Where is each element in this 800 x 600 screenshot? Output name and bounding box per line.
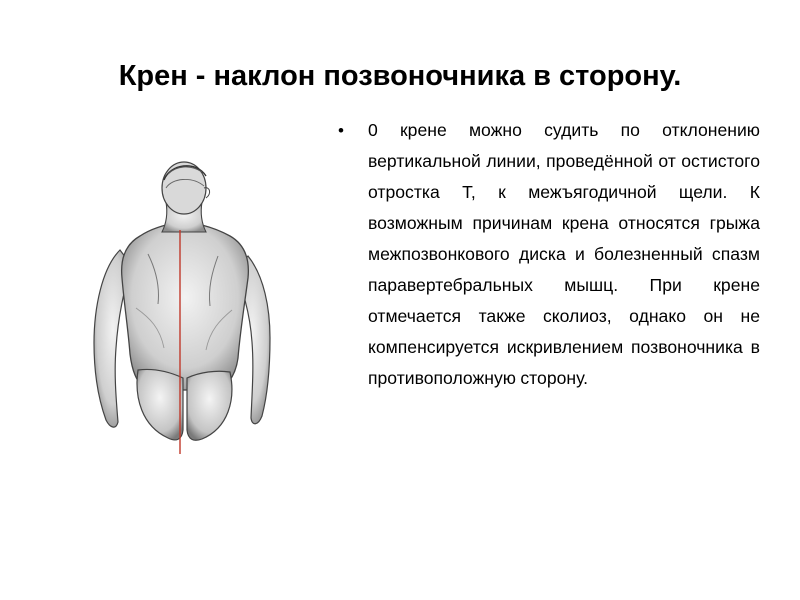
bullet-text: 0 крене можно судить по отклонению вертикальной линии, проведённой от остистого отростка Т, к межъягодичной щели. К возможным причинам крена относятся грыжа межпозвонкового диска и болезненный спазм паравертебральных мышц. При крене отмечается также сколиоз, однако он не компенсируется искривлением позвоночника в противоположную сторону.	[368, 120, 760, 388]
bullet-list	[335, 115, 760, 394]
human-back-figure-icon	[80, 158, 290, 458]
bullet-marker: •	[338, 121, 344, 140]
bullet-item	[335, 115, 760, 394]
slide-title: Крен - наклон позвоночника в сторону.	[118, 60, 682, 92]
human-back-illustration	[80, 158, 290, 458]
